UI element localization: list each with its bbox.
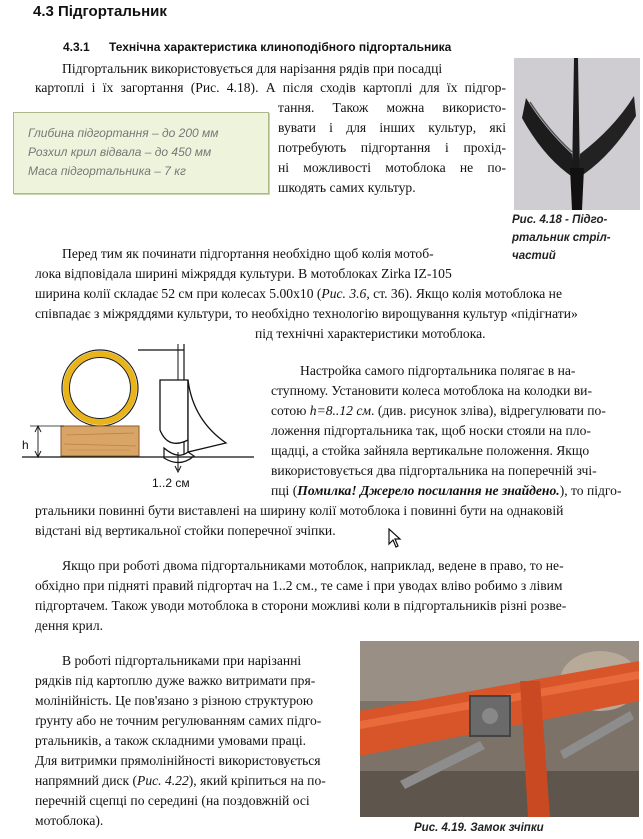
para3-line9: відстані від вертикальної стойки поперечної зчіпки.	[35, 523, 336, 538]
para3-line7-text: пці (	[271, 483, 298, 498]
para2-line3-text-end: , ст. 36). Якщо колія мотоблока не	[366, 286, 562, 301]
para5-line7-text: напрямний диск (	[35, 773, 138, 788]
para5-line9: мотоблока).	[35, 813, 104, 828]
para1-line1: Підгортальник використовується для нарізання рядів при посадці	[62, 61, 443, 76]
diagram-gap-label: 1..2 см	[152, 476, 190, 490]
subsection-title: Технічна характеристика клиноподібного підгортальника	[109, 40, 452, 54]
para1-line6: ні можливості мотоблока не по-	[278, 160, 506, 175]
para3-line8: ртальники повинні бути виставлені на ширину колії мотоблока і повинні бути на однаковій	[35, 503, 564, 518]
para3-line7-text-end: ), то підго-	[559, 483, 622, 498]
fig419-caption: Рис. 4.19. Замок зчіпки	[414, 822, 544, 834]
subsection-heading	[63, 40, 451, 54]
para5-line7	[35, 772, 326, 789]
para2-line3	[35, 285, 562, 302]
para5-line4: ґрунту або не точним регулюванням самих підго-	[35, 713, 322, 728]
mouse-cursor-icon	[388, 528, 402, 553]
para2-line2: лока відповідала ширині міжряддя культури. В мотоблоках Zirka IZ-105	[35, 266, 452, 281]
para3-line6: використовується два підгортальника на поперечній зчі-	[271, 463, 597, 478]
para2-line3-text: ширина колії складає 52 см при колесах 5.00х10 (	[35, 286, 322, 301]
spec-mass: Маса підгортальника – 7 кг	[28, 164, 186, 178]
spec-note-box	[13, 112, 269, 194]
spec-wing-spread: Розхил крил відвала – до 450 мм	[28, 145, 212, 159]
para3-line3-text: сотою	[271, 403, 310, 418]
para4-line3: підгортачем. Також уводи мотоблока в сторони можливі коли в підгортальників різні розве-	[35, 598, 567, 613]
diagram-h-label: h	[22, 438, 29, 452]
para5-line3: молінійність. Це пов'язано з різною структурою	[35, 693, 314, 708]
para1-line5: потребують підгортання і прохід-	[278, 140, 506, 155]
para4-line1: Якщо при роботі двома підгортальниками мотоблок, наприклад, ведене в право, то не-	[62, 558, 564, 573]
para1-line4: вувати і для інших культур, які	[278, 120, 506, 135]
para3-line2: ступному. Установити колеса мотоблока на колодки ви-	[271, 383, 592, 398]
fig418-caption-line3: частий	[512, 250, 556, 262]
para1-line3: тання. Також можна використо-	[278, 100, 506, 115]
subsection-number: 4.3.1	[63, 40, 90, 54]
block-height-value: h=8..12 см	[309, 403, 372, 418]
para2-line1: Перед тим як починати підгортання необхідно щоб колія мотоб-	[62, 246, 434, 261]
para3-line3-text-end: . (див. рисунок зліва), відрегулювати по-	[371, 403, 606, 418]
para3-line4: ложення підгортальника так, щоб носки стояли на пло-	[271, 423, 591, 438]
broken-reference[interactable]: Помилка! Джерело посилання не знайдено.	[297, 483, 560, 498]
coupling-lock-photo	[360, 641, 639, 817]
para5-line6: Для витримки прямолінійності використовується	[35, 753, 321, 768]
hiller-photo	[514, 58, 640, 210]
para1-line7: шкодять самих культур.	[278, 180, 416, 195]
spec-depth: Глибина підгортання – до 200 мм	[28, 126, 219, 140]
para3-line1: Настройка самого підгортальника полягає в на-	[300, 363, 576, 378]
para1-line2: картоплі і їх загортання (Рис. 4.18). А після сходів картоплі для їх підгор-	[35, 80, 506, 95]
para3-line3	[271, 402, 606, 419]
para3-line7	[271, 482, 622, 499]
para5-line7-text-end: ), який кріпиться на по-	[188, 773, 326, 788]
wheel-block-diagram	[18, 340, 258, 500]
para5-line1: В роботі підгортальниками при нарізанні	[62, 653, 302, 668]
para5-line2: рядків під картоплю дуже важко витримати пря-	[35, 673, 316, 688]
fig418-caption-line2: ртальник стріл-	[512, 232, 611, 244]
para5-line5: ртальників, а також складними умовами праці.	[35, 733, 307, 748]
para2-line5: під технічні характеристики мотоблока.	[255, 326, 486, 341]
fig-ref-3-6[interactable]: Рис. 3.6	[321, 286, 367, 301]
para3-line5: щадці, а стойка зайняла вертикальне положення. Якщо	[271, 443, 590, 458]
para5-line8: перечній сцепці по середині (на поздовжній осі	[35, 793, 310, 808]
fig418-caption-line1: Рис. 4.18 - Підго-	[512, 214, 608, 226]
para2-line4: співпадає з міжряддями культури, то необхідно технологію вирощування культур «підігнати»	[35, 306, 578, 321]
para4-line2: обхідно при підняті правий підгортач на 1..2 см., те саме і при уводах вліво робимо з лівим	[35, 578, 563, 593]
fig-ref-4-22[interactable]: Рис. 4.22	[137, 773, 189, 788]
section-heading: 4.3 Підгортальник	[33, 3, 167, 20]
para4-line4: дення крил.	[35, 618, 104, 633]
